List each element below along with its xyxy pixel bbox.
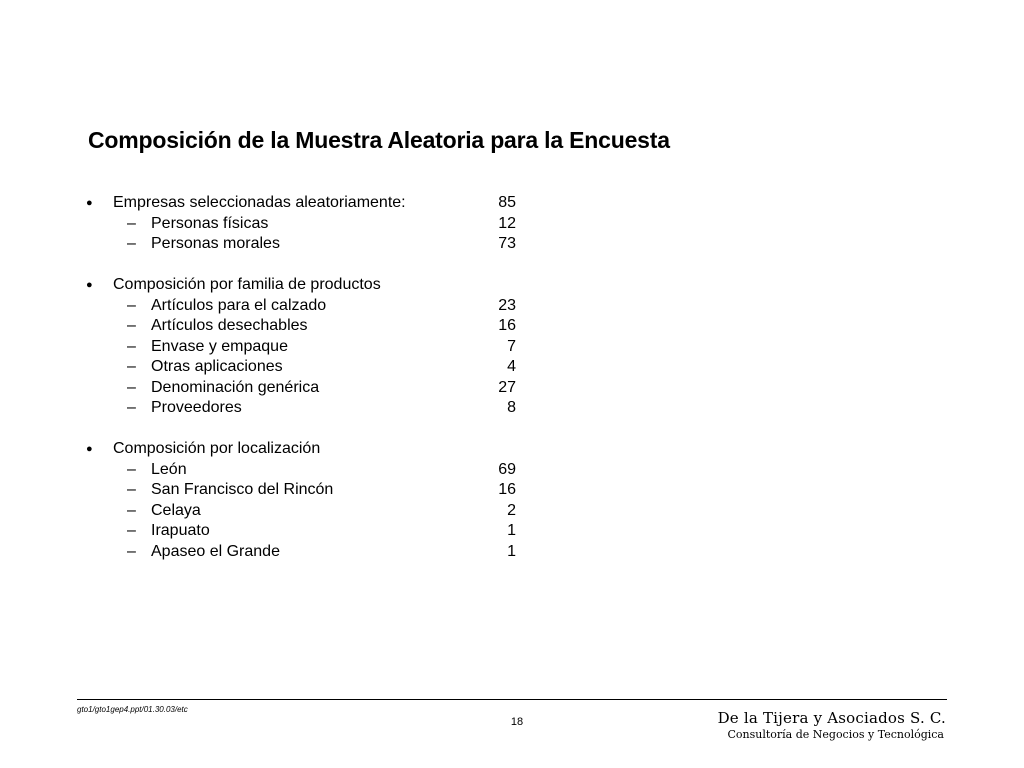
bullet-icon: ● [86, 197, 93, 209]
list-item [86, 296, 526, 317]
item-label: Artículos para el calzado [151, 296, 327, 314]
item-value: 73 [498, 235, 516, 252]
slide-title: Composición de la Muestra Aleatoria para la Encuesta [88, 127, 670, 153]
item-label: Apaseo el Grande [151, 542, 280, 560]
section-heading [86, 275, 526, 296]
list-item [86, 357, 526, 378]
item-value: 16 [498, 317, 516, 334]
dash-icon: – [127, 358, 136, 375]
item-label: Artículos desechables [151, 317, 308, 334]
item-value: 27 [498, 378, 516, 396]
slide-content [86, 193, 526, 562]
item-value: 1 [507, 522, 516, 539]
list-item [86, 398, 526, 419]
list-item [86, 234, 526, 255]
list-item [86, 480, 526, 501]
dash-icon: – [127, 378, 136, 396]
item-label: Personas morales [151, 235, 280, 252]
item-label: Otras aplicaciones [151, 358, 283, 375]
list-item [86, 460, 526, 481]
footer-reference: gto1/gto1gep4.ppt/01.30.03/etc [77, 705, 188, 714]
item-value: 2 [507, 501, 516, 519]
item-value: 7 [507, 337, 516, 355]
item-value: 16 [498, 481, 516, 498]
item-label: Denominación genérica [151, 378, 320, 396]
item-label: Envase y empaque [151, 337, 288, 355]
dash-icon: – [127, 501, 136, 519]
dash-icon: – [127, 337, 136, 355]
footer-divider [77, 699, 947, 700]
dash-icon: – [127, 317, 136, 334]
item-label: Celaya [151, 501, 201, 519]
bullet-icon: ● [86, 443, 93, 455]
item-value: 69 [498, 460, 516, 478]
section-value: 85 [498, 194, 516, 211]
list-item [86, 337, 526, 358]
item-value: 8 [507, 399, 516, 416]
dash-icon: – [127, 542, 136, 560]
list-item [86, 378, 526, 399]
bullet-icon: ● [86, 279, 93, 291]
company-name: De la Tijera y Asociados S. C. [717, 709, 946, 727]
section-label: Composición por familia de productos [113, 276, 381, 293]
item-value: 4 [507, 358, 516, 375]
item-label: León [151, 460, 187, 478]
list-item [86, 214, 526, 235]
list-item [86, 521, 526, 542]
item-label: San Francisco del Rincón [151, 481, 334, 498]
list-item [86, 316, 526, 337]
item-label: Personas físicas [151, 214, 269, 232]
dash-icon: – [127, 481, 136, 498]
list-item [86, 542, 526, 563]
dash-icon: – [127, 399, 136, 416]
section-label: Composición por localización [113, 440, 321, 457]
dash-icon: – [127, 296, 136, 314]
dash-icon: – [127, 522, 136, 539]
list-item [86, 501, 526, 522]
section-heading [86, 193, 526, 214]
section-heading [86, 439, 526, 460]
spacer [86, 419, 526, 440]
item-label: Irapuato [151, 522, 210, 539]
item-value: 23 [498, 296, 516, 314]
page-number: 18 [510, 716, 524, 728]
item-value: 1 [507, 542, 516, 560]
spacer [86, 255, 526, 276]
item-label: Proveedores [151, 399, 242, 416]
section-label: Empresas seleccionadas aleatoriamente: [113, 194, 406, 211]
dash-icon: – [127, 235, 136, 252]
company-tagline: Consultoría de Negocios y Tecnológica [727, 728, 944, 741]
item-value: 12 [498, 214, 516, 232]
dash-icon: – [127, 214, 136, 232]
dash-icon: – [127, 460, 136, 478]
